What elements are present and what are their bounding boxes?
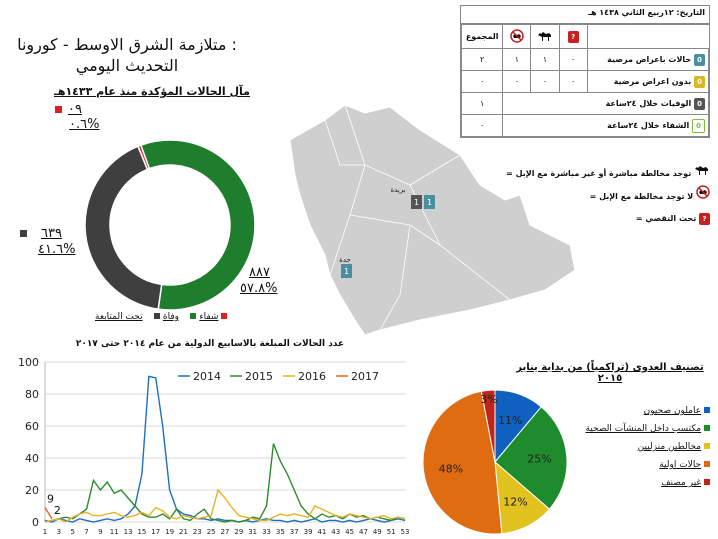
x-tick-label: 37	[289, 528, 299, 536]
page-title-line2: التحديث اليومي	[75, 56, 179, 75]
row-icon: 0	[692, 119, 705, 133]
red-pct: ٠.٦%	[69, 117, 100, 132]
x-tick-label: 43	[331, 528, 341, 536]
table-row: 0 بدون اعراض مرضية ٠ ٠ ٠ ٠	[462, 71, 709, 93]
x-tick-label: 53	[400, 528, 410, 536]
marker-city-label: جدة	[339, 256, 351, 264]
x-tick-label: 23	[192, 528, 202, 536]
dark-pct: ٤١.٦%	[38, 242, 76, 257]
donut-slice-1	[85, 146, 162, 309]
red-count: ٠٩	[68, 102, 82, 117]
x-tick-label: 3	[56, 528, 62, 536]
x-tick-label: 15	[137, 528, 147, 536]
pie-slice-label: 11%	[498, 414, 523, 428]
page-title	[2, 34, 252, 76]
legend-camel: = توجد مخالطة مباشرة أو غير مباشرة مع الإبل	[490, 163, 710, 185]
pie-chart	[420, 375, 570, 535]
legend-green: شفاء	[190, 312, 218, 322]
donut-legend	[95, 312, 227, 322]
table-total-header: المجموع	[462, 25, 503, 49]
y-tick-label: 80	[25, 388, 39, 401]
x-tick-label: 41	[317, 528, 327, 536]
svg-text:1: 1	[343, 267, 350, 276]
donut-title: مآل الحالات المؤكدة منذ عام ١٤٣٣هـ	[54, 85, 250, 98]
pie-legend	[570, 402, 710, 492]
table-row: 0 حالات باعراض مرضية ٠ ١ ١ ٢	[462, 49, 709, 71]
y-tick-label: 100	[18, 356, 39, 369]
green-square	[228, 269, 235, 276]
y-tick-label: 60	[25, 420, 39, 433]
series-line-2015	[45, 444, 405, 522]
legend-question: = تحت التقصي ?	[490, 208, 710, 230]
series-line-2016	[45, 490, 405, 522]
map-shape	[290, 105, 575, 335]
y-tick-label: 20	[25, 484, 39, 497]
series-line-2014	[45, 376, 405, 522]
pie-title: تصنيف العدوى (تراكمياً) من بداية يناير ٢٠١٥	[516, 362, 704, 384]
legend-label: 2016	[298, 370, 326, 383]
marker-jeddah	[339, 256, 352, 278]
legend-red: تحت المتابعة	[95, 312, 227, 322]
x-tick-label: 21	[179, 528, 188, 536]
dark-count: ٦٣٩	[41, 226, 62, 241]
question-icon: ?	[699, 213, 710, 225]
pie-slice-label: 3%	[480, 392, 498, 406]
x-tick-label: 51	[386, 528, 396, 536]
line-chart	[0, 350, 420, 539]
no-camel-icon	[503, 25, 531, 49]
pie-legend-item: عاملون صحيون	[570, 402, 710, 420]
camel-icon	[694, 164, 710, 176]
data-label: 2	[53, 503, 61, 517]
svg-text:1: 1	[426, 198, 433, 207]
data-label: 9	[47, 492, 54, 506]
x-tick-label: 17	[151, 528, 161, 536]
legend-label: 2014	[193, 370, 221, 383]
legend-label: 2015	[245, 370, 273, 383]
series-line-2017	[45, 508, 52, 519]
marker-city-label: بريدة	[390, 186, 406, 194]
pie-slice-label: 48%	[438, 462, 464, 476]
pie-slice-label: 12%	[503, 495, 528, 509]
pie-legend-item: مكتسب داخل المنشآت الصحية	[570, 420, 710, 438]
donut-green-label	[228, 265, 277, 297]
x-tick-label: 9	[98, 528, 103, 536]
x-tick-label: 35	[275, 528, 285, 536]
row-icon: 0	[694, 98, 705, 110]
x-tick-label: 25	[206, 528, 216, 536]
x-tick-label: 11	[109, 528, 119, 536]
x-tick-label: 7	[84, 528, 89, 536]
x-tick-label: 1	[42, 528, 48, 536]
x-tick-label: 19	[165, 528, 175, 536]
row-icon: 0	[694, 76, 705, 88]
legend-label: 2017	[351, 370, 379, 383]
x-tick-label: 13	[123, 528, 133, 536]
x-tick-label: 39	[303, 528, 313, 536]
question-icon: ?	[568, 31, 579, 43]
x-tick-label: 5	[70, 528, 75, 536]
svg-text:1: 1	[413, 198, 420, 207]
row-icon: 0	[694, 54, 705, 66]
pie-legend-item: مخالطين منزليين	[570, 438, 710, 456]
pie-legend-item: غير مصنف	[570, 474, 710, 492]
y-tick-label: 0	[32, 516, 39, 529]
pie-slice-label: 25%	[527, 452, 552, 466]
x-tick-label: 29	[234, 528, 244, 536]
red-square	[55, 106, 62, 113]
donut-red-label	[55, 102, 99, 132]
line-chart-title: عدد الحالات المبلغة بالاسابيع الدولية من عام ٢٠١٤ حتى ٢٠١٧	[75, 339, 345, 349]
legend-no-camel: = لا توجد مخالطة مع الإبل	[490, 185, 710, 208]
camel-icon	[531, 25, 559, 49]
table-row: 0 الشفاء خلال ٢٤ساعة ٠	[462, 115, 709, 137]
green-pct: ٥٧.٨%	[240, 281, 278, 296]
green-count: ٨٨٧	[249, 265, 270, 280]
table-row: 0 الوفيات خلال ٢٤ساعة ١	[462, 93, 709, 115]
x-tick-label: 27	[220, 528, 230, 536]
legend-dark: وفاة	[154, 312, 179, 322]
page-title-line1: متلازمة الشرق الاوسط - كورونا :	[17, 35, 237, 54]
x-tick-label: 45	[345, 528, 355, 536]
y-tick-label: 40	[25, 452, 39, 465]
dark-square	[20, 230, 27, 237]
pie-legend-item: حالات اولية	[570, 456, 710, 474]
donut-dark-label	[20, 226, 75, 258]
no-camel-icon	[696, 185, 710, 199]
x-tick-label: 49	[372, 528, 382, 536]
x-tick-label: 31	[248, 528, 258, 536]
x-tick-label: 47	[359, 528, 368, 536]
table-date: التاريخ: ١٢ربيع الثاني ١٤٣٨ هـ	[461, 6, 709, 24]
saudi-map	[270, 95, 590, 345]
x-tick-label: 33	[262, 528, 271, 536]
